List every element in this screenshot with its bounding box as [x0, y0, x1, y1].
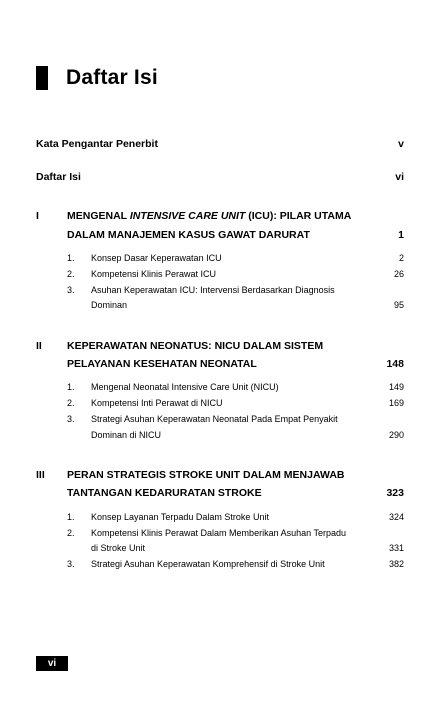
chapter-title-text: PELAYANAN KESEHATAN NEONATAL [67, 358, 257, 370]
subentry-text: Asuhan Keperawatan ICU: Intervensi Berdasarkan Diagnosis [91, 285, 335, 295]
subentry-number: 1. [67, 253, 75, 263]
page-number-badge [36, 656, 68, 671]
subentry-number: 3. [67, 414, 75, 424]
subentry-text: Kompetensi Klinis Perawat Dalam Memberikan Asuhan Terpadu [91, 528, 346, 538]
subentry-page: 149 [388, 382, 404, 392]
chapter-title-line1: KEPERAWATAN NEONATUS: NICU DALAM SISTEM [67, 340, 324, 352]
toc-subentry [67, 398, 404, 408]
toc-subentry-continued [91, 430, 404, 440]
subentry-text: Konsep Dasar Keperawatan ICU [91, 253, 222, 263]
subentry-page: 26 [393, 269, 404, 279]
subentry-page: 324 [388, 512, 404, 522]
toc-heading [36, 66, 158, 90]
heading-marker [36, 66, 48, 90]
subentry-number: 3. [67, 285, 75, 295]
subentry-number: 1. [67, 512, 75, 522]
page-title: Daftar Isi [66, 66, 158, 89]
subentry-text: Kompetensi Klinis Perawat ICU [91, 269, 217, 279]
toc-entry-label: Kata Pengantar Penerbit [36, 138, 158, 150]
chapter-title-line2 [67, 487, 404, 499]
toc-entry-kata-pengantar [36, 138, 404, 150]
toc-subentry [67, 253, 404, 263]
subentry-text: Dominan di NICU [91, 430, 162, 440]
toc-subentry-continued [91, 543, 404, 553]
subentry-page: 331 [388, 543, 404, 553]
toc-subentry [67, 269, 404, 279]
page-number: vi [47, 658, 57, 669]
chapter-title-line1 [67, 210, 351, 222]
toc-subentry [67, 512, 404, 522]
toc-subentry [67, 559, 404, 569]
chapter-title-line2 [67, 358, 404, 370]
subentry-text: Strategi Asuhan Keperawatan Neonatal Pada Empat Penyakit [91, 414, 338, 424]
subentry-text: Konsep Layanan Terpadu Dalam Stroke Unit [91, 512, 269, 522]
toc-subentry-continued [91, 300, 404, 310]
chapter-page: 1 [398, 229, 404, 241]
toc-entry-page: v [398, 138, 404, 150]
subentry-text: Strategi Asuhan Keperawatan Komprehensif di Stroke Unit [91, 559, 325, 569]
chapter-number: III [36, 469, 45, 481]
chapter-page: 148 [386, 358, 404, 370]
chapter-number: I [36, 210, 39, 222]
subentry-number: 1. [67, 382, 75, 392]
subentry-page: 382 [388, 559, 404, 569]
subentry-number: 2. [67, 398, 75, 408]
toc-subentry [67, 382, 404, 392]
subentry-text: di Stroke Unit [91, 543, 146, 553]
subentry-text: Mengenal Neonatal Intensive Care Unit (NICU) [91, 382, 279, 392]
chapter-title-text: DALAM MANAJEMEN KASUS GAWAT DARURAT [67, 229, 310, 241]
subentry-page: 95 [393, 300, 404, 310]
subentry-page: 169 [388, 398, 404, 408]
subentry-page: 290 [388, 430, 404, 440]
subentry-number: 2. [67, 528, 75, 538]
toc-entry-label: Daftar Isi [36, 171, 81, 183]
subentry-page: 2 [398, 253, 404, 263]
chapter-title-line1: PERAN STRATEGIS STROKE UNIT DALAM MENJAWAB [67, 469, 345, 481]
chapter-number: II [36, 340, 42, 352]
chapter-title-part: (ICU): PILAR UTAMA [245, 210, 352, 222]
chapter-title-line2 [67, 229, 404, 241]
chapter-page: 323 [386, 487, 404, 499]
chapter-title-text: TANTANGAN KEDARURATAN STROKE [67, 487, 262, 499]
chapter-title-italic: INTENSIVE CARE UNIT [129, 210, 246, 222]
subentry-text: Kompetensi Inti Perawat di NICU [91, 398, 223, 408]
subentry-number: 2. [67, 269, 75, 279]
toc-entry-page: vi [395, 171, 404, 183]
toc-entry-daftar-isi [36, 171, 404, 183]
subentry-text: Dominan [91, 300, 128, 310]
subentry-number: 3. [67, 559, 75, 569]
chapter-title-part: MENGENAL [67, 210, 130, 222]
